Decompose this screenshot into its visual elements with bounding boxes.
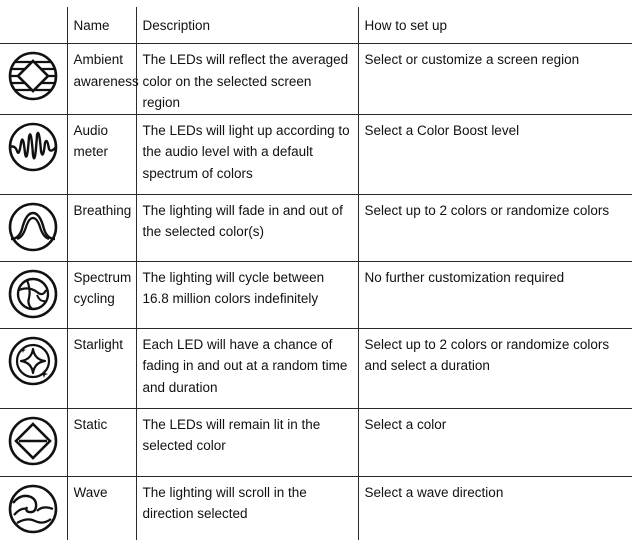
effect-setup: Select a Color Boost level [358,114,632,194]
header-icon [0,7,67,44]
effect-description: The lighting will cycle between 16.8 million colors indefinitely [136,261,358,328]
spectrum-cycling-icon [7,268,59,320]
ambient-awareness-icon [7,50,59,102]
icon-cell [0,194,67,261]
table-row [0,328,632,408]
table-row [0,114,632,194]
audio-meter-icon [7,121,59,173]
header-description: Description [136,7,358,44]
effect-name: Spectrum cycling [67,261,136,328]
effect-description: The LEDs will remain lit in the selected color [136,408,358,476]
effect-setup: Select up to 2 colors or randomize colors [358,194,632,261]
effect-setup: Select a wave direction [358,476,632,540]
header-setup: How to set up [358,7,632,44]
table-header-row [0,7,632,44]
breathing-icon [7,201,59,253]
icon-cell [0,44,67,115]
effect-name: Static [67,408,136,476]
table-row [0,194,632,261]
effect-name: Wave [67,476,136,540]
effect-name: Audio meter [67,114,136,194]
effect-setup: No further customization required [358,261,632,328]
table-row [0,44,632,115]
effect-name: Starlight [67,328,136,408]
table-row [0,408,632,476]
effect-description: The lighting will scroll in the direction selected [136,476,358,540]
table-row [0,261,632,328]
effect-description: The LEDs will light up according to the audio level with a default spectrum of colors [136,114,358,194]
icon-cell [0,476,67,540]
header-name: Name [67,7,136,44]
effect-description: Each LED will have a chance of fading in and out at a random time and duration [136,328,358,408]
static-icon [7,415,59,467]
icon-cell [0,408,67,476]
effect-description: The lighting will fade in and out of the selected color(s) [136,194,358,261]
wave-icon [7,483,59,535]
lighting-effects-table [0,7,632,540]
effect-setup: Select up to 2 colors or randomize colors and select a duration [358,328,632,408]
effect-name: Ambient awareness [67,44,136,115]
icon-cell [0,114,67,194]
table-row [0,476,632,540]
effect-name: Breathing [67,194,136,261]
icon-cell [0,328,67,408]
effect-setup: Select a color [358,408,632,476]
effect-description: The LEDs will reflect the averaged color on the selected screen region [136,44,358,115]
starlight-icon [7,335,59,387]
effect-setup: Select or customize a screen region [358,44,632,115]
icon-cell [0,261,67,328]
